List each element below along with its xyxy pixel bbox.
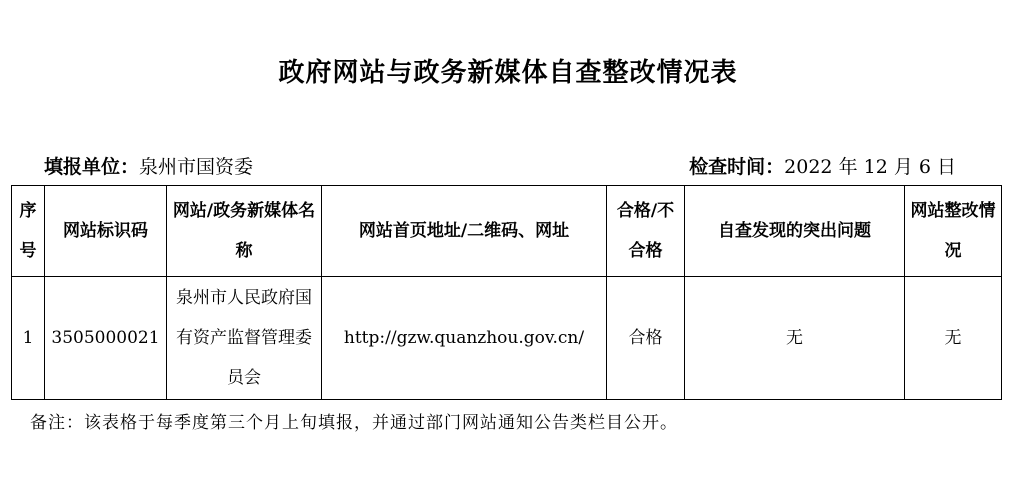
footnote: 备注：该表格于每季度第三个月上旬填报，并通过部门网站通知公告类栏目公开。 bbox=[30, 413, 678, 433]
reporting-unit-value: 泉州市国资委 bbox=[139, 156, 254, 178]
table-row bbox=[12, 277, 1002, 400]
header-qualified: 合格/不合格 bbox=[607, 186, 685, 277]
cell-rectification: 无 bbox=[905, 277, 1002, 400]
header-rectification: 网站整改情况 bbox=[905, 186, 1002, 277]
cell-seq: 1 bbox=[12, 277, 45, 400]
cell-issues: 无 bbox=[685, 277, 905, 400]
header-name: 网站/政务新媒体名称 bbox=[167, 186, 322, 277]
document-title: 政府网站与政务新媒体自查整改情况表 bbox=[278, 58, 738, 88]
cell-site-code: 3505000021 bbox=[45, 277, 167, 400]
header-site-code: 网站标识码 bbox=[45, 186, 167, 277]
inspection-date bbox=[689, 152, 956, 179]
cell-name: 泉州市人民政府国有资产监督管理委员会 bbox=[167, 277, 322, 400]
header-url: 网站首页地址/二维码、网址 bbox=[322, 186, 607, 277]
header-seq: 序号 bbox=[12, 186, 45, 277]
table-header-row bbox=[12, 186, 1002, 277]
reporting-unit-label: 填报单位： bbox=[44, 156, 140, 178]
reporting-unit bbox=[44, 152, 253, 179]
inspection-date-value: 2022 年 12 月 6 日 bbox=[784, 156, 956, 178]
header-issues: 自查发现的突出问题 bbox=[685, 186, 905, 277]
cell-url: http://gzw.quanzhou.gov.cn/ bbox=[322, 277, 607, 400]
inspection-date-label: 检查时间： bbox=[689, 156, 785, 178]
cell-qualified: 合格 bbox=[607, 277, 685, 400]
self-inspection-table bbox=[11, 185, 1002, 400]
